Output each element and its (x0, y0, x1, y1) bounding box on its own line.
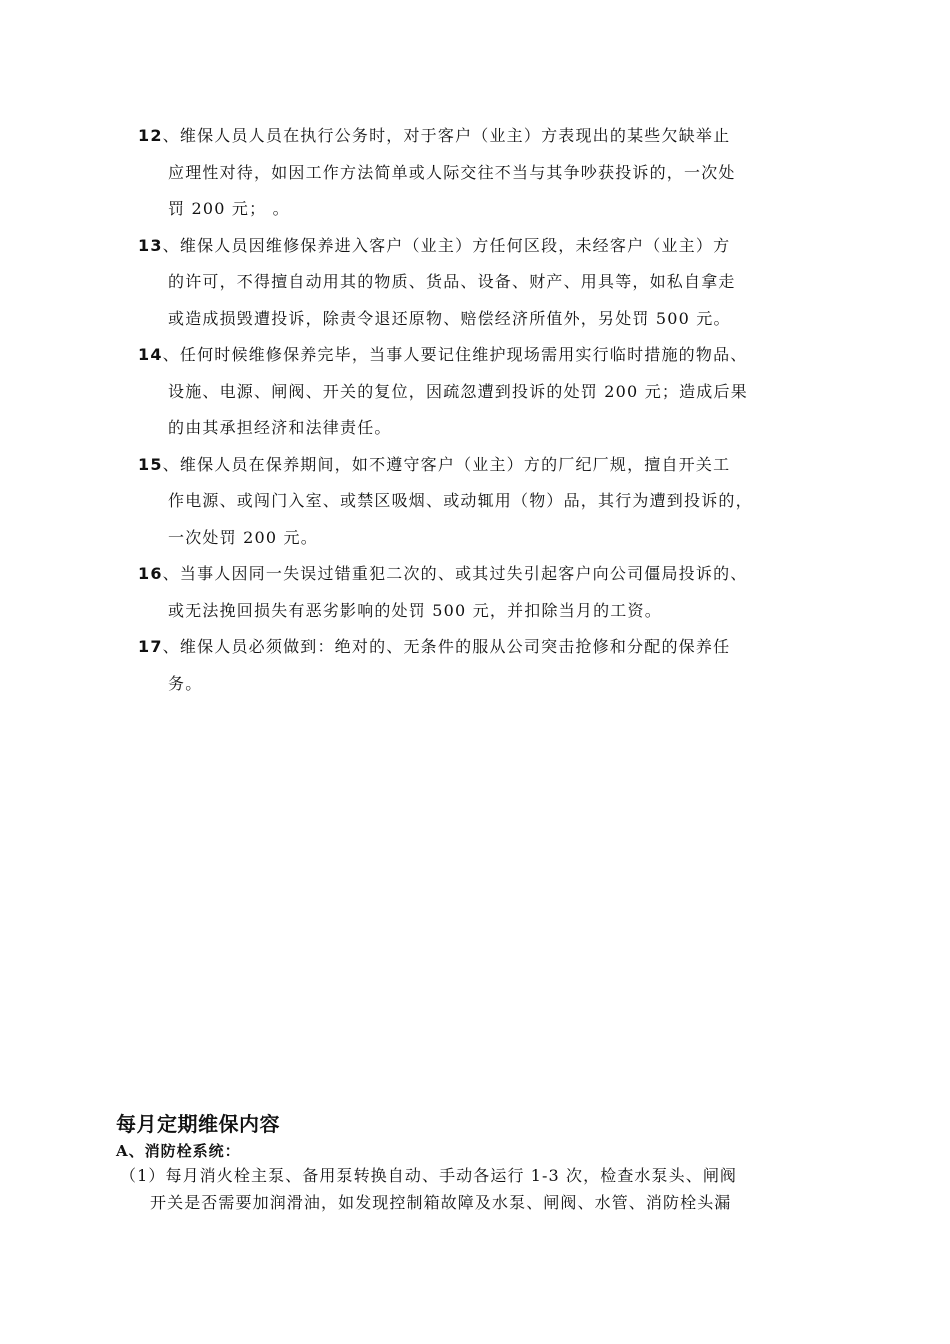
rule-line: 或无法挽回损失有恶劣影响的处罚 500 元，并扣除当月的工资。 (168, 600, 662, 620)
rule-number: 14 (138, 345, 163, 364)
rule-number: 15 (138, 454, 163, 474)
rule-item (138, 447, 818, 557)
rules-list (138, 118, 818, 702)
rule-item (138, 629, 818, 702)
rule-number: 16 (138, 564, 163, 583)
rule-line: 设施、电源、闸阀、开关的复位，因疏忽遭到投诉的处罚 200 元；造成后果 (168, 381, 748, 401)
rule-text: 当事人因同一失误过错重犯二次的、或其过失引起客户向公司僵局投诉的、 (179, 564, 748, 583)
rule-number: 17 (138, 637, 163, 656)
rule-first-line (138, 228, 818, 265)
rule-line: 罚 200 元； 。 (168, 199, 290, 218)
rule-first-line (138, 337, 818, 374)
rule-text: 维保人员在保养期间，如不遵守客户（业主）方的厂纪厂规，擅自开关工 (179, 454, 731, 474)
rule-first-line (138, 447, 818, 484)
rule-line: 的由其承担经济和法律责任。 (168, 418, 392, 437)
rule-separator: 、 (162, 454, 180, 474)
rule-line: 的许可，不得擅自动用其的物质、货品、设备、财产、用具等，如私自拿走 (168, 272, 736, 291)
section-subheading: A、消防栓系统： (116, 1142, 241, 1160)
rule-text: 维保人员人员在执行公务时，对于客户（业主）方表现出的某些欠缺举止 (179, 126, 731, 145)
rule-item (138, 118, 818, 228)
rule-first-line (138, 118, 818, 155)
rule-separator: 、 (162, 235, 180, 255)
section-heading: 每月定期维保内容 (116, 1112, 280, 1136)
paragraph-line: （1）每月消火栓主泵、备用泵转换自动、手动各运行 1-3 次，检查水泵头、闸阀 (120, 1166, 738, 1185)
rule-separator: 、 (162, 126, 180, 145)
rule-first-line (138, 556, 818, 593)
rule-first-line (138, 629, 818, 666)
rule-separator: 、 (162, 345, 180, 364)
section-paragraph (120, 1162, 820, 1216)
rule-item (138, 556, 818, 629)
rule-text: 维保人员必须做到：绝对的、无条件的服从公司突击抢修和分配的保养任 (179, 637, 731, 656)
rule-line: 作电源、或闯门入室、或禁区吸烟、或动辄用（物）品，其行为遭到投诉的， (168, 491, 753, 510)
rule-item (138, 337, 818, 447)
rule-number: 12 (138, 126, 163, 145)
rule-number: 13 (138, 235, 163, 255)
rule-line: 一次处罚 200 元。 (168, 527, 318, 547)
rule-line: 或造成损毁遭投诉，除责令退还原物、赔偿经济所值外，另处罚 500 元。 (168, 308, 731, 328)
rule-separator: 、 (162, 564, 180, 583)
rule-line: 务。 (168, 673, 203, 693)
rule-separator: 、 (162, 637, 180, 656)
rule-item (138, 228, 818, 338)
rule-text: 维保人员因维修保养进入客户（业主）方任何区段，未经客户（业主）方 (179, 235, 731, 255)
paragraph-line: 开关是否需要加润滑油，如发现控制箱故障及水泵、闸阀、水管、消防栓头漏 (150, 1193, 732, 1212)
rule-text: 任何时候维修保养完毕，当事人要记住维护现场需用实行临时措施的物品、 (179, 345, 748, 364)
rule-line: 应理性对待，如因工作方法简单或人际交往不当与其争吵获投诉的，一次处 (168, 162, 736, 182)
